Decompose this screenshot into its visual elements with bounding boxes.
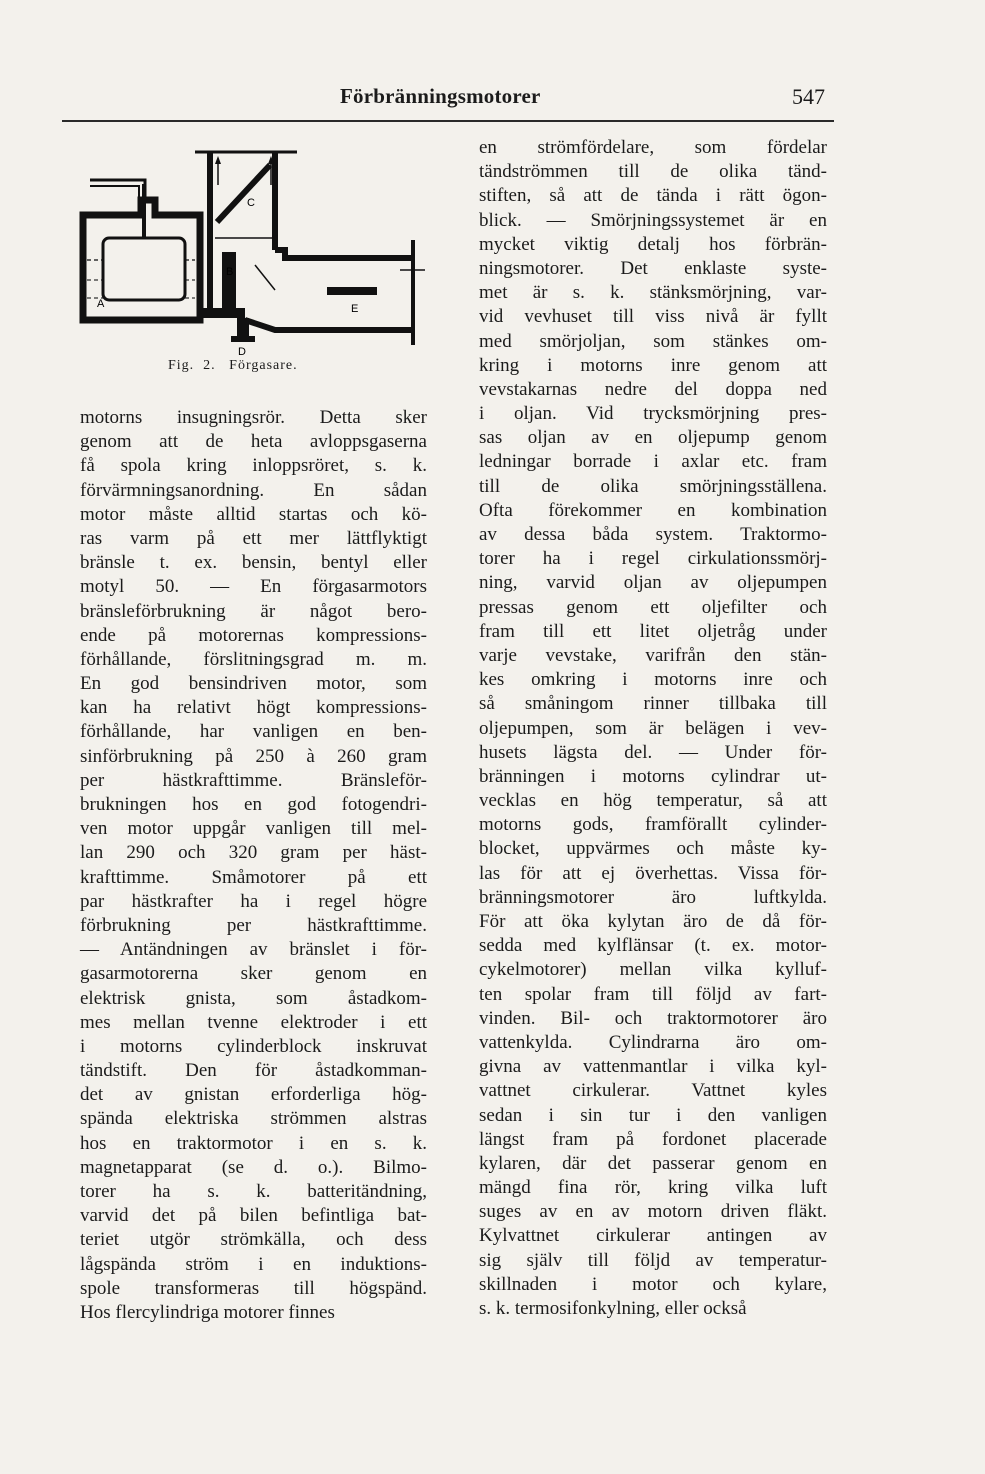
- text-line: genom att de heta avloppsgaserna: [80, 431, 427, 453]
- text-line: bränningen i motorns cylindrar ut-: [479, 765, 827, 787]
- outlet-pipe-bottom: [245, 320, 415, 330]
- text-line: torer ha s. k. batteritändning,: [80, 1181, 427, 1202]
- figure-caption: Fig. 2. Förgasare.: [168, 358, 298, 373]
- text-line: stiften, så att de tända i rätt ögon-: [479, 185, 827, 207]
- text-line: bränsleförbrukning är något bero-: [80, 600, 427, 622]
- text-line: fram till ett litet oljetråg under: [479, 620, 827, 642]
- throttle-valve: [327, 287, 377, 295]
- text-line: cykelmotorer) mellan vilka kylluf-: [479, 959, 827, 981]
- left-text-column: [80, 406, 427, 1325]
- text-line: suges av en av motorn driven fläkt.: [479, 1201, 827, 1223]
- text-line: las för att ej överhettas. Vissa för-: [479, 862, 827, 884]
- text-line: gasarmotorerna sker genom en: [80, 963, 427, 985]
- text-line: brukningen hos en god fotogendri-: [80, 794, 427, 815]
- drain-cap: [231, 336, 255, 342]
- text-line: Kylvattnet cirkulerar antingen av: [479, 1225, 827, 1247]
- text-line: vecklas en hög temperatur, så att: [479, 790, 827, 812]
- text-line: motor måste alltid startas och kö-: [80, 503, 427, 525]
- text-line: spända elektriska strömmen alstras: [80, 1108, 427, 1130]
- text-line: till de olika smörjningsställena.: [479, 475, 827, 497]
- text-line: så småningom rinner tillbaka till: [479, 693, 827, 715]
- text-line: motorns gods, framförallt cylinder-: [479, 814, 827, 836]
- text-line: ledningar borrade i axlar etc. fram: [479, 451, 827, 473]
- label-d: D: [238, 346, 246, 358]
- text-line: oljepumpen, som är belägen i vev-: [479, 717, 827, 739]
- text-line: motorns insugningsrör. Detta sker: [80, 407, 427, 428]
- text-line: lan 290 och 320 gram per häst-: [80, 842, 427, 864]
- page-number: 547: [792, 84, 825, 109]
- text-line: vid vevhuset till viss nivå är fyllt: [479, 306, 827, 328]
- text-line: pressas genom ett oljefilter och: [479, 596, 827, 618]
- text-line: kes omkring i motorns inre och: [479, 669, 827, 691]
- text-line: hos en traktormotor i en s. k.: [80, 1132, 427, 1154]
- text-line: bränningsmotorer äro luftkylda.: [479, 886, 827, 908]
- text-line: vevstakarnas nedre del doppa ned: [479, 378, 827, 400]
- text-line: — Antändningen av bränslet i för-: [80, 939, 427, 961]
- label-b: B: [226, 266, 234, 278]
- text-line: s. k. termosifonkylning, eller också: [479, 1298, 747, 1319]
- text-line: ras varm på ett mer lättflyktigt: [80, 527, 427, 549]
- text-line: bränsle t. ex. bensin, bentyl eller: [80, 552, 427, 574]
- text-line: en strömfördelare, som fördelar: [479, 137, 827, 158]
- text-line: sedan i sin tur i den vanligen: [479, 1104, 827, 1126]
- text-line: torer ha i regel cirkulationssmörj-: [479, 548, 827, 570]
- text-line: mycket viktig detalj hos förbrän-: [479, 233, 827, 255]
- text-line: kan ha relativt högt kompressions-: [80, 697, 427, 719]
- text-line: per hästkrafttimme. Bränsleför-: [80, 769, 427, 791]
- text-line: längst fram på fordonet placerade: [479, 1128, 827, 1150]
- text-line: teriet utgör strömkälla, och dess: [80, 1229, 427, 1251]
- text-line: ende på motorernas kompressions-: [80, 624, 427, 646]
- text-line: par hästkrafter ha i regel högre: [80, 890, 427, 912]
- text-line: ningsmotorer. Det enklaste syste-: [479, 257, 827, 279]
- text-line: skillnaden i motor och kylare,: [479, 1273, 827, 1295]
- text-line: givna av vattenmantlar i vilka kyl-: [479, 1056, 827, 1078]
- fuel-inlet-pipe-inner: [90, 186, 139, 200]
- text-line: För att öka kylytan äro de då för-: [479, 911, 827, 932]
- text-line: Hos flercylindriga motorer finnes: [80, 1301, 335, 1323]
- header-rule: [62, 120, 834, 122]
- text-line: i oljan. Vid trycksmörjning pres-: [479, 403, 827, 425]
- text-line: varje vevstake, varifrån den stän-: [479, 644, 827, 666]
- text-line: av dessa båda system. Traktormo-: [479, 524, 827, 545]
- text-line: spole transformeras till högspänd.: [80, 1277, 427, 1299]
- text-line: vinden. Bil- och traktormotorer äro: [479, 1007, 827, 1029]
- text-line: husets lägsta del. — Under för-: [479, 741, 827, 763]
- text-line: vattnet cirkulerar. Vattnet kyles: [479, 1080, 827, 1102]
- text-line: förhållande, förslitningsgrad m. m.: [80, 648, 427, 670]
- drain-plug: [237, 318, 249, 336]
- outlet-pipe-top: [275, 250, 415, 258]
- text-line: lågspända ström i en induktions-: [80, 1253, 427, 1275]
- carburetor-figure: [75, 140, 435, 385]
- airflow-arrow-left-head: [215, 156, 221, 164]
- text-line: met är s. k. stänksmörjning, var-: [479, 282, 827, 304]
- text-line: magnetapparat (se d. o.). Bilmo-: [80, 1156, 427, 1178]
- text-line: sedda med kylflänsar (t. ex. motor-: [479, 935, 827, 957]
- text-line: med smörjoljan, som stänkes om-: [479, 330, 827, 352]
- fuel-jet: [222, 252, 236, 312]
- text-line: En god bensindriven motor, som: [80, 673, 427, 695]
- text-line: varvid det på bilen befintliga bat-: [80, 1205, 427, 1227]
- text-line: tändströmmen till de olika tänd-: [479, 161, 827, 183]
- spray-line: [255, 265, 275, 290]
- text-line: sig själv till följd av temperatur-: [479, 1249, 827, 1271]
- choke-valve: [217, 165, 270, 222]
- text-line: krafttimme. Småmotorer på ett: [80, 866, 427, 888]
- text-line: det av gnistan erforderliga hög-: [80, 1084, 427, 1106]
- label-e: E: [351, 303, 359, 315]
- text-line: förbrukning per hästkrafttimme.: [80, 914, 427, 936]
- running-header-title: Förbränningsmotorer: [340, 84, 541, 108]
- text-line: få spola kring inloppsröret, s. k.: [80, 455, 427, 477]
- text-line: mes mellan tvenne elektroder i ett: [80, 1011, 427, 1033]
- label-a: A: [97, 298, 105, 310]
- text-line: ten spolar fram till följd av fart-: [479, 983, 827, 1005]
- text-line: vattenkylda. Cylindrarna äro om-: [479, 1031, 827, 1053]
- text-line: tändstift. Den för åstadkomman-: [80, 1060, 427, 1082]
- float: [103, 238, 185, 300]
- text-line: mängd fina rör, kring vilka luft: [479, 1177, 827, 1199]
- text-line: kring i motorns inre genom att: [479, 354, 827, 376]
- fuel-inlet-pipe: [90, 180, 145, 200]
- right-text-column: [479, 136, 827, 1321]
- text-line: sinförbrukning på 250 à 260 gram: [80, 745, 427, 767]
- text-line: motyl 50. — En förgasarmotors: [80, 576, 427, 598]
- text-line: kylaren, där det passerar genom en: [479, 1152, 827, 1174]
- text-line: i motorns cylinderblock inskruvat: [80, 1035, 427, 1057]
- text-line: blocket, uppvärmes och måste ky-: [479, 838, 827, 860]
- text-line: sas oljan av en oljepump genom: [479, 427, 827, 449]
- carburetor-diagram: [75, 140, 435, 375]
- text-line: förvärmningsanordning. En sådan: [80, 479, 427, 501]
- label-c: C: [247, 197, 255, 209]
- text-line: blick. — Smörjningssystemet är en: [479, 209, 827, 231]
- text-line: elektrisk gnista, som åstadkom-: [80, 987, 427, 1009]
- text-line: ning, varvid oljan av oljepumpen: [479, 572, 827, 594]
- text-line: ven motor uppgår vanligen till mel-: [80, 818, 427, 840]
- text-line: Ofta förekommer en kombination: [479, 499, 827, 521]
- text-line: förhållande, har vanligen en ben-: [80, 721, 427, 743]
